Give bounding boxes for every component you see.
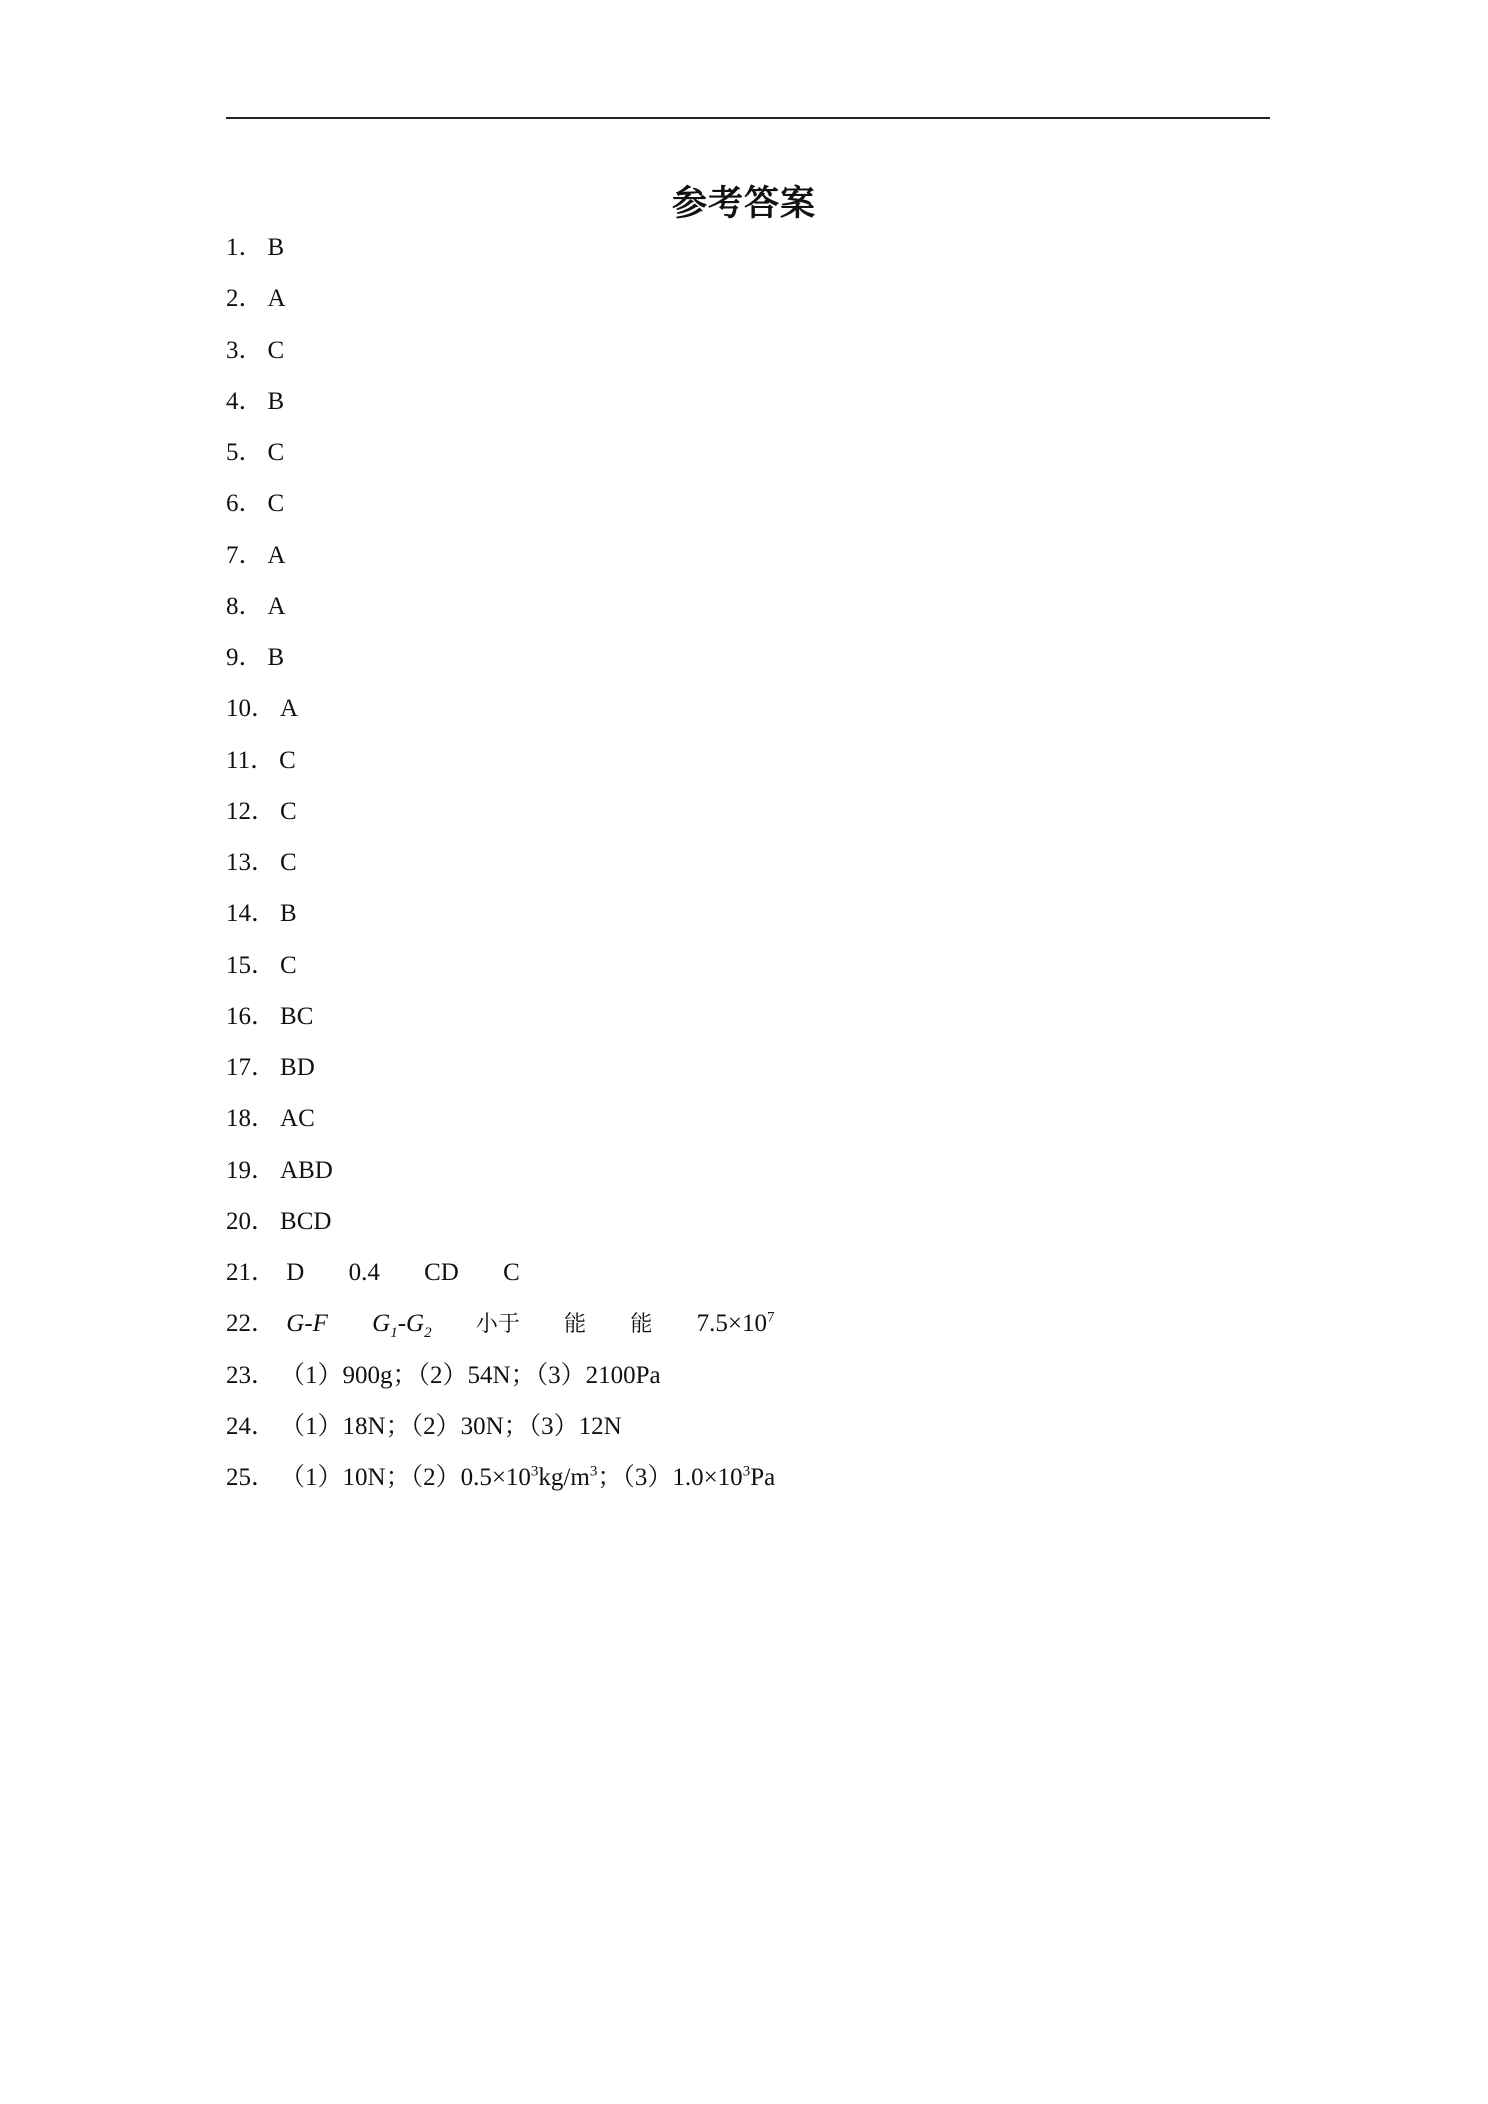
answer-choice: C	[267, 439, 285, 466]
answer-part: D	[286, 1259, 305, 1286]
answer-choice: BC	[280, 1002, 314, 1030]
answer-number: 14	[226, 900, 251, 928]
answer-separator: ．	[250, 746, 276, 774]
answer-choice: C	[280, 849, 297, 876]
answer-number: 9	[226, 644, 239, 671]
answer-choice: C	[280, 797, 297, 825]
answer-row	[226, 894, 775, 945]
answer-row	[226, 484, 775, 535]
answer-separator: ．	[251, 1054, 277, 1081]
answer-choice: A	[280, 695, 299, 723]
answer-separator: ．	[251, 951, 277, 979]
answer-separator: ．	[251, 797, 277, 825]
answer-choice: B	[280, 900, 297, 928]
answer-choice: AC	[280, 1105, 315, 1133]
answer-part: 能	[564, 1312, 587, 1338]
answer-number: 19	[226, 1156, 251, 1184]
answer-number: 3	[226, 336, 239, 364]
answer-separator: ．	[238, 490, 264, 518]
answer-number: 10	[226, 695, 251, 723]
header-rule	[226, 117, 1270, 119]
answer-choice: A	[267, 285, 286, 313]
answer-number: 16	[226, 1002, 251, 1030]
answer-row-21	[226, 1253, 775, 1304]
answer-list	[226, 228, 775, 1509]
answer-number: 13	[226, 849, 251, 876]
answer-number: 2	[226, 285, 239, 313]
answer-separator: ．	[238, 439, 264, 466]
answer-separator: ．	[251, 1259, 277, 1286]
answer-number: 25	[226, 1464, 251, 1491]
answer-row	[226, 997, 775, 1048]
answer-row	[226, 536, 775, 587]
answer-row	[226, 638, 775, 689]
answer-separator: ．	[238, 336, 264, 364]
answer-separator: ．	[251, 695, 277, 723]
answer-number: 4	[226, 387, 239, 415]
answer-row	[226, 792, 775, 843]
answer-separator: ．	[251, 1464, 277, 1491]
answer-separator: ．	[251, 1156, 277, 1184]
answer-separator: ．	[251, 1105, 277, 1133]
answer-separator: ．	[251, 1207, 277, 1235]
answer-separator: ．	[251, 900, 277, 928]
answer-separator: ．	[238, 387, 264, 415]
answer-choice: B	[267, 387, 285, 415]
answer-choice: C	[267, 336, 285, 364]
answer-row	[226, 1202, 775, 1253]
answer-separator: ．	[238, 234, 264, 261]
answer-separator: ．	[238, 644, 264, 671]
answer-number: 20	[226, 1207, 251, 1235]
answer-number: 18	[226, 1105, 251, 1133]
answer-separator: ．	[251, 1361, 277, 1389]
answer-row	[226, 382, 775, 433]
answer-number: 23	[226, 1361, 251, 1389]
answer-part: 小于	[475, 1312, 520, 1338]
answer-row	[226, 1151, 775, 1202]
answer-part: G-F	[286, 1310, 328, 1338]
answer-row	[226, 1048, 775, 1099]
answer-choice: BCD	[280, 1207, 332, 1235]
answer-number: 24	[226, 1412, 251, 1440]
answer-part: 能	[630, 1312, 653, 1338]
answer-row	[226, 279, 775, 330]
answer-row-25	[226, 1458, 775, 1509]
answer-row	[226, 843, 775, 894]
answer-part-scientific: $7.5\times 10^7$	[696, 1309, 775, 1338]
answer-choice: BD	[280, 1054, 315, 1081]
answer-choice: ABD	[280, 1156, 333, 1184]
answer-number: 1	[226, 234, 239, 261]
answer-part-formula: $G_1-G_2$	[372, 1310, 432, 1342]
answer-number: 22	[226, 1310, 251, 1338]
answer-separator: ．	[251, 1310, 277, 1338]
answer-choice: B	[267, 644, 285, 671]
answer-row	[226, 228, 775, 279]
answer-text: （1）10N；$(2)0.5\times 10^3kg/m^3$；$(3)1.0\times 10^3Pa$	[280, 1463, 776, 1491]
answer-number: 15	[226, 951, 251, 979]
answer-number: 12	[226, 797, 251, 825]
page-title: 参考答案	[671, 184, 816, 224]
answer-part: CD	[424, 1259, 459, 1286]
answer-row	[226, 946, 775, 997]
answer-choice: C	[280, 951, 297, 979]
answer-choice: B	[267, 234, 285, 261]
answer-text: （1）900g；（2）54N；（3）2100Pa	[280, 1361, 661, 1389]
answer-choice: A	[267, 541, 286, 569]
answer-separator: ．	[238, 541, 264, 569]
answer-choice: A	[267, 592, 286, 620]
answer-separator: ．	[251, 1412, 277, 1440]
answer-separator: ．	[251, 1002, 277, 1030]
answer-row-23	[226, 1356, 775, 1407]
answer-separator: ．	[238, 592, 264, 620]
answer-number: 17	[226, 1054, 251, 1081]
answer-row-22	[226, 1304, 775, 1355]
answer-separator: ．	[238, 285, 264, 313]
answer-number: 8	[226, 592, 239, 620]
answer-row	[226, 331, 775, 382]
answer-part: C	[503, 1259, 520, 1286]
answer-row	[226, 433, 775, 484]
answer-number: 5	[226, 439, 239, 466]
answer-number: 11	[226, 746, 251, 774]
answer-number: 7	[226, 541, 239, 569]
answer-choice: C	[267, 490, 285, 518]
answer-number: 6	[226, 490, 239, 518]
answer-text: （1）18N；（2）30N；（3）12N	[280, 1412, 622, 1440]
answer-choice: C	[279, 746, 296, 774]
answer-separator: ．	[251, 849, 277, 876]
answer-row-24	[226, 1407, 775, 1458]
answer-row	[226, 689, 775, 740]
answer-number: 21	[226, 1259, 251, 1286]
answer-row	[226, 1099, 775, 1150]
answer-row	[226, 741, 775, 792]
answer-part: 0.4	[348, 1259, 380, 1286]
answer-row	[226, 587, 775, 638]
